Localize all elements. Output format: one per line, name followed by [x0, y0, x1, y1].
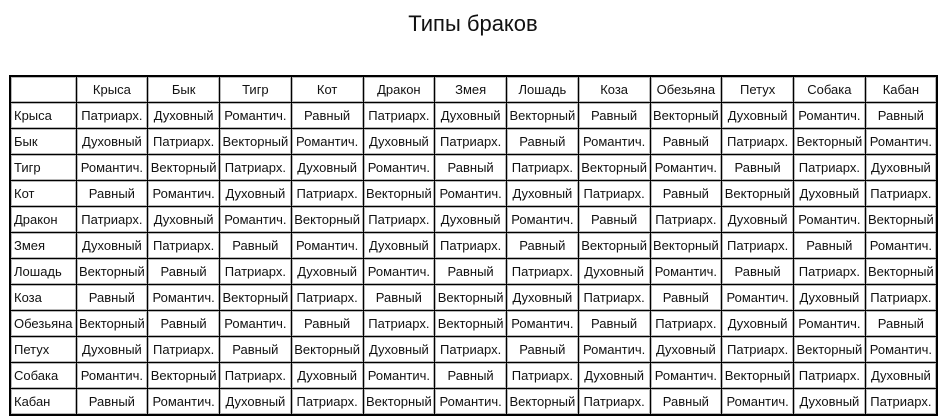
table-cell: Духовный	[865, 363, 937, 389]
table-cell: Духовный	[76, 129, 148, 155]
table-cell: Романтич.	[220, 103, 292, 129]
column-header: Кот	[291, 76, 363, 103]
table-cell: Духовный	[507, 181, 579, 207]
table-cell: Векторный	[435, 285, 507, 311]
table-cell: Романтич.	[722, 389, 794, 416]
table-cell: Духовный	[363, 129, 435, 155]
table-cell: Равный	[650, 389, 722, 416]
table-cell: Патриарх.	[650, 311, 722, 337]
table-cell: Романтич.	[865, 129, 937, 155]
column-header: Лошадь	[507, 76, 579, 103]
table-cell: Векторный	[220, 285, 292, 311]
table-cell: Равный	[507, 337, 579, 363]
table-cell: Равный	[291, 103, 363, 129]
table-cell: Векторный	[363, 181, 435, 207]
row-header: Обезьяна	[10, 311, 76, 337]
table-cell: Равный	[435, 155, 507, 181]
table-row	[10, 129, 937, 155]
table-cell: Романтич.	[363, 363, 435, 389]
table-cell: Духовный	[722, 103, 794, 129]
table-cell: Равный	[507, 233, 579, 259]
table-cell: Патриарх.	[220, 155, 292, 181]
table-cell: Духовный	[722, 207, 794, 233]
table-cell: Романтич.	[794, 207, 866, 233]
table-cell: Романтич.	[291, 129, 363, 155]
table-cell: Патриарх.	[865, 181, 937, 207]
table-cell: Духовный	[148, 103, 220, 129]
table-cell: Романтич.	[794, 311, 866, 337]
table-cell: Равный	[507, 129, 579, 155]
table-cell: Романтич.	[865, 233, 937, 259]
table-cell: Романтич.	[76, 363, 148, 389]
row-header: Змея	[10, 233, 76, 259]
row-header: Кабан	[10, 389, 76, 416]
row-header: Тигр	[10, 155, 76, 181]
table-cell: Патриарх.	[865, 285, 937, 311]
table-cell: Векторный	[220, 129, 292, 155]
table-cell: Духовный	[363, 233, 435, 259]
table-cell: Патриарх.	[148, 233, 220, 259]
table-cell: Духовный	[220, 389, 292, 416]
table-cell: Романтич.	[722, 285, 794, 311]
table-header-row	[10, 76, 937, 103]
table-cell: Патриарх.	[794, 363, 866, 389]
table-row	[10, 337, 937, 363]
table-cell: Векторный	[650, 103, 722, 129]
table-cell: Романтич.	[220, 207, 292, 233]
table-cell: Патриарх.	[363, 207, 435, 233]
table-cell: Романтич.	[435, 181, 507, 207]
table-cell: Равный	[76, 181, 148, 207]
table-cell: Романтич.	[650, 155, 722, 181]
marriage-types-table	[9, 75, 938, 416]
row-header: Коза	[10, 285, 76, 311]
table-cell: Векторный	[507, 103, 579, 129]
table-row	[10, 181, 937, 207]
table-cell: Векторный	[363, 389, 435, 416]
table-cell: Патриарх.	[76, 207, 148, 233]
table-cell: Патриарх.	[722, 233, 794, 259]
table-cell: Духовный	[291, 155, 363, 181]
table-cell: Романтич.	[794, 103, 866, 129]
table-cell: Равный	[76, 389, 148, 416]
table-cell: Патриарх.	[507, 259, 579, 285]
table-cell: Векторный	[578, 233, 650, 259]
table-cell: Патриарх.	[722, 337, 794, 363]
table-cell: Духовный	[578, 363, 650, 389]
column-header: Петух	[722, 76, 794, 103]
table-cell: Равный	[578, 311, 650, 337]
table-cell: Равный	[578, 103, 650, 129]
table-cell: Духовный	[794, 285, 866, 311]
table-cell: Патриарх.	[363, 311, 435, 337]
table-cell: Патриарх.	[435, 129, 507, 155]
table-cell: Патриарх.	[76, 103, 148, 129]
table-cell: Духовный	[578, 259, 650, 285]
row-header: Лошадь	[10, 259, 76, 285]
table-cell: Равный	[650, 285, 722, 311]
table-cell: Романтич.	[148, 181, 220, 207]
table-cell: Романтич.	[363, 259, 435, 285]
table-cell: Равный	[722, 259, 794, 285]
table-cell: Духовный	[363, 337, 435, 363]
column-header: Обезьяна	[650, 76, 722, 103]
table-cell: Духовный	[865, 155, 937, 181]
table-cell: Романтич.	[650, 363, 722, 389]
table-cell: Духовный	[722, 311, 794, 337]
table-cell: Векторный	[291, 207, 363, 233]
row-header: Петух	[10, 337, 76, 363]
table-cell: Векторный	[722, 181, 794, 207]
table-cell: Равный	[794, 233, 866, 259]
table-cell: Духовный	[435, 207, 507, 233]
table-cell: Равный	[578, 207, 650, 233]
table-row	[10, 285, 937, 311]
table-cell: Равный	[722, 155, 794, 181]
table-cell: Патриарх.	[578, 285, 650, 311]
table-cell: Патриарх.	[148, 337, 220, 363]
row-header: Кот	[10, 181, 76, 207]
table-row	[10, 155, 937, 181]
table-cell: Равный	[220, 337, 292, 363]
table-cell: Векторный	[794, 337, 866, 363]
row-header: Дракон	[10, 207, 76, 233]
table-cell: Патриарх.	[291, 181, 363, 207]
table-cell: Векторный	[578, 155, 650, 181]
table-cell: Романтич.	[578, 129, 650, 155]
column-header: Дракон	[363, 76, 435, 103]
table-cell: Равный	[220, 233, 292, 259]
table-cell: Патриарх.	[578, 389, 650, 416]
table-row	[10, 259, 937, 285]
table-cell: Духовный	[507, 285, 579, 311]
table-cell: Векторный	[148, 363, 220, 389]
table-row	[10, 311, 937, 337]
row-header: Крыса	[10, 103, 76, 129]
table-cell: Патриарх.	[507, 363, 579, 389]
column-header: Крыса	[76, 76, 148, 103]
table-cell: Векторный	[865, 259, 937, 285]
table-cell: Духовный	[794, 181, 866, 207]
table-cell: Векторный	[76, 311, 148, 337]
table-cell: Патриарх.	[291, 285, 363, 311]
table-cell: Патриарх.	[435, 337, 507, 363]
table-cell: Равный	[76, 285, 148, 311]
table-cell: Романтич.	[220, 311, 292, 337]
table-cell: Патриарх.	[291, 389, 363, 416]
table-cell: Романтич.	[578, 337, 650, 363]
table-cell: Романтич.	[507, 311, 579, 337]
table-cell: Духовный	[435, 103, 507, 129]
table-cell: Равный	[435, 259, 507, 285]
table-cell: Патриарх.	[220, 259, 292, 285]
table-row	[10, 363, 937, 389]
table-cell: Векторный	[435, 311, 507, 337]
table-cell: Векторный	[865, 207, 937, 233]
table-body	[10, 103, 937, 416]
table-cell: Духовный	[650, 337, 722, 363]
column-header: Бык	[148, 76, 220, 103]
table-cell: Романтич.	[865, 337, 937, 363]
table-cell: Духовный	[148, 207, 220, 233]
table-cell: Векторный	[650, 233, 722, 259]
table-cell: Духовный	[291, 363, 363, 389]
table-cell: Патриарх.	[507, 155, 579, 181]
table-cell: Патриарх.	[794, 155, 866, 181]
column-header: Коза	[578, 76, 650, 103]
table-cell: Равный	[291, 311, 363, 337]
table-cell: Патриарх.	[220, 363, 292, 389]
table-cell: Духовный	[291, 259, 363, 285]
table-cell: Равный	[865, 311, 937, 337]
column-header: Кабан	[865, 76, 937, 103]
table-cell: Духовный	[220, 181, 292, 207]
table-cell: Романтич.	[76, 155, 148, 181]
table-cell: Романтич.	[435, 389, 507, 416]
table-cell: Романтич.	[148, 389, 220, 416]
table-cell: Патриарх.	[363, 103, 435, 129]
table-cell: Патриарх.	[650, 207, 722, 233]
table-cell: Духовный	[76, 337, 148, 363]
row-header: Собака	[10, 363, 76, 389]
table-row	[10, 207, 937, 233]
table-cell: Патриарх.	[435, 233, 507, 259]
table-cell: Векторный	[722, 363, 794, 389]
corner-cell	[10, 76, 76, 103]
table-cell: Патриарх.	[794, 259, 866, 285]
table-cell: Равный	[650, 129, 722, 155]
table-row	[10, 389, 937, 416]
table-cell: Равный	[363, 285, 435, 311]
table-cell: Патриарх.	[722, 129, 794, 155]
table-cell: Векторный	[794, 129, 866, 155]
table-cell: Равный	[148, 259, 220, 285]
table-cell: Романтич.	[291, 233, 363, 259]
table-cell: Векторный	[148, 155, 220, 181]
table-cell: Патриарх.	[148, 129, 220, 155]
table-cell: Романтич.	[650, 259, 722, 285]
table-cell: Равный	[435, 363, 507, 389]
page-title: Типы браков	[408, 11, 538, 36]
table-cell: Патриарх.	[865, 389, 937, 416]
table-cell: Равный	[865, 103, 937, 129]
table-cell: Романтич.	[507, 207, 579, 233]
table-cell: Векторный	[291, 337, 363, 363]
row-header: Бык	[10, 129, 76, 155]
table-cell: Равный	[148, 311, 220, 337]
table-cell: Романтич.	[148, 285, 220, 311]
column-header: Тигр	[220, 76, 292, 103]
column-header: Змея	[435, 76, 507, 103]
marriage-types-table-container	[9, 75, 938, 416]
table-cell: Векторный	[76, 259, 148, 285]
table-cell: Равный	[650, 181, 722, 207]
table-cell: Векторный	[507, 389, 579, 416]
table-row	[10, 233, 937, 259]
table-cell: Романтич.	[363, 155, 435, 181]
table-cell: Патриарх.	[578, 181, 650, 207]
table-cell: Духовный	[794, 389, 866, 416]
column-header: Собака	[794, 76, 866, 103]
table-row	[10, 103, 937, 129]
table-cell: Духовный	[76, 233, 148, 259]
